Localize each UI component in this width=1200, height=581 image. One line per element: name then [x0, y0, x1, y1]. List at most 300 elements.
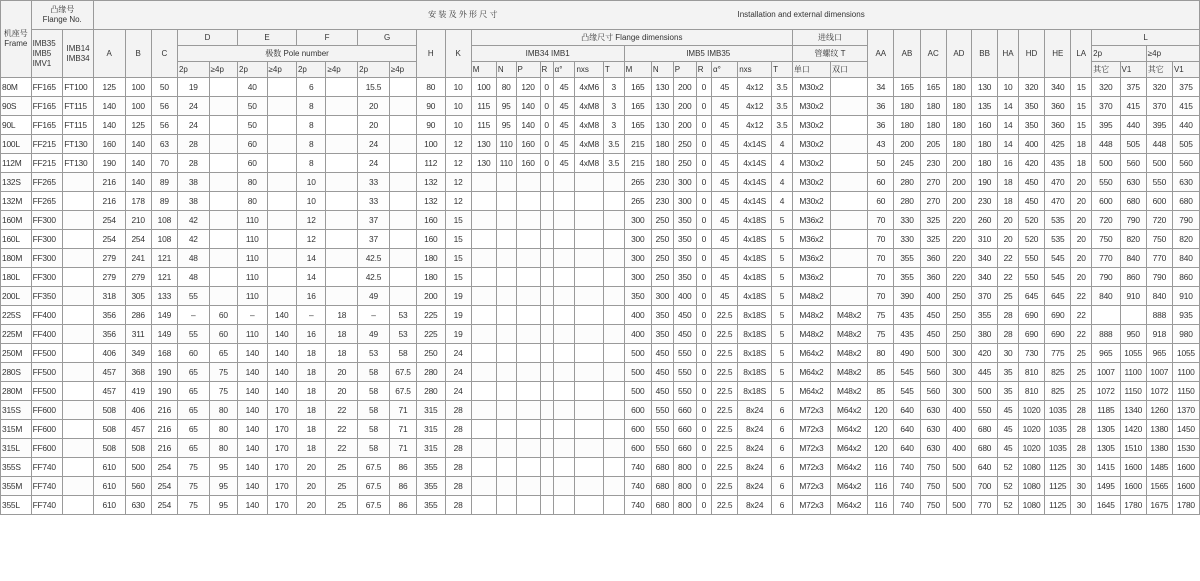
table-cell: FT100 [63, 78, 94, 97]
frame-cell: 200L [1, 287, 32, 306]
table-cell: 160 [417, 211, 445, 230]
table-cell: 165 [624, 116, 651, 135]
table-cell: 4x18S [738, 230, 772, 249]
table-cell: 1530 [1172, 439, 1199, 458]
table-cell: 395 [1092, 116, 1120, 135]
table-cell [553, 249, 575, 268]
table-cell: 190 [971, 173, 997, 192]
table-cell: 33 [358, 173, 390, 192]
table-cell: 500 [624, 344, 651, 363]
table-cell [516, 192, 540, 211]
table-cell: 640 [894, 420, 920, 439]
table-cell: 40 [238, 78, 267, 97]
table-cell [575, 249, 603, 268]
table-cell: 58 [358, 382, 390, 401]
table-cell: 28 [445, 439, 471, 458]
table-cell: 16 [296, 325, 325, 344]
table-cell: M30x2 [792, 154, 830, 173]
table-cell: 24 [445, 363, 471, 382]
table-cell [516, 458, 540, 477]
table-cell [603, 211, 624, 230]
table-cell: 10 [296, 173, 325, 192]
table-cell: 140 [267, 306, 296, 325]
table-cell: 230 [971, 192, 997, 211]
table-cell [63, 439, 94, 458]
table-cell [516, 230, 540, 249]
table-cell: 4x14S [738, 192, 772, 211]
table-cell [389, 249, 416, 268]
table-cell: 1600 [1120, 477, 1146, 496]
table-cell: 22.5 [711, 306, 737, 325]
table-cell [267, 154, 296, 173]
table-cell: 508 [125, 439, 151, 458]
table-cell [603, 325, 624, 344]
table-row [1, 401, 1200, 420]
table-cell [267, 249, 296, 268]
table-cell: 80 [496, 78, 516, 97]
table-cell: 20 [296, 496, 325, 515]
table-cell: 730 [1018, 344, 1044, 363]
table-cell [471, 230, 496, 249]
f-4p: ≥4p [326, 62, 358, 78]
table-cell: 216 [151, 439, 177, 458]
table-cell: 45 [711, 154, 737, 173]
table-cell: 22.5 [711, 344, 737, 363]
col-BB: BB [971, 30, 997, 78]
table-cell [471, 268, 496, 287]
table-cell: 216 [93, 192, 125, 211]
table-cell [516, 249, 540, 268]
table-cell: 1072 [1092, 382, 1120, 401]
table-cell [471, 496, 496, 515]
table-cell [471, 249, 496, 268]
table-cell [267, 287, 296, 306]
table-cell: 640 [894, 401, 920, 420]
table-cell: FF500 [31, 344, 63, 363]
table-cell: 58 [358, 401, 390, 420]
table-cell: 90 [417, 97, 445, 116]
table-cell: 12 [445, 154, 471, 173]
cable-inlet-header: 进线口 [792, 30, 867, 46]
col-P1: P [516, 62, 540, 78]
table-cell: 140 [238, 363, 267, 382]
table-cell: 56 [151, 97, 177, 116]
table-cell [496, 363, 516, 382]
table-cell [496, 211, 516, 230]
table-cell: 75 [868, 306, 894, 325]
table-cell: 18 [326, 306, 358, 325]
table-cell: 740 [624, 496, 651, 515]
table-cell: 355 [417, 496, 445, 515]
table-cell [389, 268, 416, 287]
table-cell: 28 [445, 477, 471, 496]
table-cell: 1080 [1018, 496, 1044, 515]
table-cell: 71 [389, 439, 416, 458]
table-cell: 140 [125, 154, 151, 173]
flange-dims-header: 凸缘尺寸 Flange dimensions [471, 30, 792, 46]
table-cell [496, 496, 516, 515]
table-cell: 457 [125, 420, 151, 439]
table-cell: 505 [1120, 135, 1146, 154]
table-cell: 4x12 [738, 78, 772, 97]
table-cell: 160 [417, 230, 445, 249]
table-cell: FF265 [31, 192, 63, 211]
table-cell: M48x2 [792, 325, 830, 344]
table-cell: 216 [93, 173, 125, 192]
table-cell: 75 [177, 458, 209, 477]
table-cell: 640 [894, 439, 920, 458]
table-cell: 116 [868, 458, 894, 477]
table-cell: 340 [971, 268, 997, 287]
table-cell: 320 [1018, 78, 1044, 97]
table-cell: 15 [445, 230, 471, 249]
table-cell: M72x3 [792, 477, 830, 496]
col-HA: HA [998, 30, 1019, 78]
table-cell: 0 [696, 344, 711, 363]
table-cell [63, 420, 94, 439]
frame-cell: 160L [1, 230, 32, 249]
table-cell: 457 [93, 382, 125, 401]
table-cell: 0 [696, 382, 711, 401]
table-cell: 535 [1045, 211, 1071, 230]
table-cell: 270 [920, 173, 946, 192]
table-cell [603, 306, 624, 325]
col-HE: HE [1045, 30, 1071, 78]
table-cell: 70 [868, 249, 894, 268]
table-cell [575, 477, 603, 496]
table-cell: 450 [920, 306, 946, 325]
table-cell: 178 [125, 192, 151, 211]
table-cell: 110 [238, 211, 267, 230]
table-cell [496, 230, 516, 249]
table-cell: 1415 [1092, 458, 1120, 477]
table-cell: 130 [471, 135, 496, 154]
table-cell [389, 135, 416, 154]
table-cell: M64x2 [831, 496, 868, 515]
table-cell: 42 [177, 230, 209, 249]
table-cell: 45 [711, 78, 737, 97]
table-cell: 230 [920, 154, 946, 173]
table-cell [516, 439, 540, 458]
table-cell: 450 [1018, 173, 1044, 192]
table-row [1, 173, 1200, 192]
table-cell: 406 [93, 344, 125, 363]
table-cell: 740 [894, 458, 920, 477]
table-cell: 132 [417, 192, 445, 211]
table-cell: FF400 [31, 325, 63, 344]
table-cell: 28 [445, 401, 471, 420]
table-cell: 245 [894, 154, 920, 173]
table-cell [1120, 306, 1146, 325]
table-cell: 440 [1172, 116, 1199, 135]
table-cell: 0 [696, 325, 711, 344]
table-cell: 34 [868, 78, 894, 97]
table-cell: 500 [1092, 154, 1120, 173]
table-cell: 225 [417, 306, 445, 325]
table-cell: 350 [673, 268, 696, 287]
table-cell: 330 [894, 211, 920, 230]
table-cell: 170 [267, 477, 296, 496]
table-cell: 400 [624, 325, 651, 344]
table-cell: 133 [151, 287, 177, 306]
table-cell: 1072 [1146, 382, 1172, 401]
table-cell: 18 [296, 401, 325, 420]
table-cell [63, 458, 94, 477]
table-cell [553, 344, 575, 363]
table-cell: 8x24 [738, 401, 772, 420]
table-cell: 0 [696, 420, 711, 439]
table-cell: 180 [971, 135, 997, 154]
table-cell [326, 116, 358, 135]
frame-cell: 250M [1, 344, 32, 363]
table-cell: 28 [177, 154, 209, 173]
table-cell: 110 [238, 249, 267, 268]
table-cell: 740 [894, 496, 920, 515]
table-cell: 110 [496, 154, 516, 173]
l-2p-header: 2p [1092, 46, 1147, 62]
table-cell: 340 [1045, 78, 1071, 97]
table-cell: 108 [151, 211, 177, 230]
table-cell: 125 [93, 78, 125, 97]
table-cell: 280 [417, 363, 445, 382]
table-cell: 1007 [1092, 363, 1120, 382]
table-cell: 640 [971, 458, 997, 477]
table-cell: 4x18S [738, 249, 772, 268]
table-cell: 0 [696, 249, 711, 268]
frame-en: Frame [4, 39, 28, 48]
table-cell: 4xM8 [575, 154, 603, 173]
table-cell: 1020 [1018, 401, 1044, 420]
table-cell [603, 230, 624, 249]
table-cell: 18 [296, 420, 325, 439]
col-nxs2: nxs [738, 62, 772, 78]
table-cell: 254 [151, 458, 177, 477]
table-cell: 0 [696, 401, 711, 420]
table-cell [326, 287, 358, 306]
table-cell: 550 [651, 401, 673, 420]
table-cell: 690 [1045, 325, 1071, 344]
table-cell: 180 [894, 116, 920, 135]
table-cell: 149 [151, 325, 177, 344]
table-cell: 65 [209, 344, 237, 363]
table-row [1, 97, 1200, 116]
table-cell: 165 [624, 78, 651, 97]
table-cell: 36 [868, 97, 894, 116]
table-cell: 22.5 [711, 439, 737, 458]
col-K: K [445, 30, 471, 78]
table-cell: 100 [417, 135, 445, 154]
table-cell: 356 [93, 325, 125, 344]
table-cell: M36x2 [792, 249, 830, 268]
table-cell: M64x2 [792, 382, 830, 401]
table-cell: 205 [920, 135, 946, 154]
imb34-label: IMB34 [66, 53, 90, 63]
table-cell: 25 [998, 287, 1019, 306]
table-row [1, 382, 1200, 401]
table-cell: 45 [998, 420, 1019, 439]
table-cell: 25 [326, 477, 358, 496]
table-cell: 325 [920, 211, 946, 230]
table-cell: 450 [1018, 192, 1044, 211]
table-cell: 315 [417, 439, 445, 458]
table-cell: 24 [358, 154, 390, 173]
table-cell: 100 [471, 78, 496, 97]
table-cell: 20 [326, 382, 358, 401]
table-cell: 550 [971, 401, 997, 420]
table-cell [326, 78, 358, 97]
table-cell: 70 [868, 211, 894, 230]
table-cell [575, 344, 603, 363]
table-cell: 8x18S [738, 382, 772, 401]
table-cell: 600 [1146, 192, 1172, 211]
table-cell: 448 [1146, 135, 1172, 154]
table-cell: 28 [998, 325, 1019, 344]
table-cell: 360 [1045, 97, 1071, 116]
table-cell: 125 [125, 116, 151, 135]
table-cell [496, 458, 516, 477]
table-cell: 22.5 [711, 382, 737, 401]
table-cell [553, 420, 575, 439]
table-cell: 448 [1092, 135, 1120, 154]
table-cell [516, 306, 540, 325]
table-cell [63, 173, 94, 192]
table-cell [575, 306, 603, 325]
table-cell: 55 [177, 325, 209, 344]
table-cell: 38 [177, 192, 209, 211]
table-cell: 0 [696, 97, 711, 116]
table-cell: 770 [971, 496, 997, 515]
table-cell: M64x2 [831, 420, 868, 439]
table-cell: 140 [238, 458, 267, 477]
table-cell [471, 458, 496, 477]
table-cell [63, 287, 94, 306]
table-cell: 45 [553, 97, 575, 116]
table-cell: 75 [209, 382, 237, 401]
table-cell: 0 [696, 496, 711, 515]
table-cell [267, 268, 296, 287]
table-cell [63, 211, 94, 230]
table-cell: 25 [326, 458, 358, 477]
table-cell: 800 [673, 496, 696, 515]
table-cell: 12 [296, 230, 325, 249]
table-cell: 0 [540, 154, 553, 173]
table-cell: M30x2 [792, 173, 830, 192]
table-cell: 311 [125, 325, 151, 344]
table-cell: 56 [151, 116, 177, 135]
table-cell [575, 496, 603, 515]
col-E: E [238, 30, 297, 46]
table-cell: 5 [772, 382, 793, 401]
imb5-imb35-header: IMB5 IMB35 [624, 46, 792, 62]
table-cell: 25 [1071, 344, 1092, 363]
table-cell: 20 [1071, 192, 1092, 211]
table-cell: 35 [998, 363, 1019, 382]
frame-cell: 100L [1, 135, 32, 154]
table-cell: 45 [711, 287, 737, 306]
table-cell: M64x2 [831, 439, 868, 458]
table-cell: 70 [151, 154, 177, 173]
table-cell: 450 [673, 306, 696, 325]
table-cell: 15 [1071, 97, 1092, 116]
table-cell [496, 192, 516, 211]
table-cell: FF215 [31, 154, 63, 173]
table-cell: 0 [696, 192, 711, 211]
table-cell [389, 116, 416, 135]
table-cell [326, 97, 358, 116]
table-cell: 28 [1071, 401, 1092, 420]
table-cell: 55 [177, 287, 209, 306]
table-cell: 45 [711, 116, 737, 135]
table-cell [603, 344, 624, 363]
table-cell: 610 [93, 477, 125, 496]
table-cell: 610 [93, 458, 125, 477]
table-cell: 3 [603, 97, 624, 116]
table-cell: 60 [868, 192, 894, 211]
table-cell [471, 382, 496, 401]
table-cell [63, 268, 94, 287]
table-cell: 4xM8 [575, 135, 603, 154]
table-cell [575, 439, 603, 458]
table-cell: 110 [238, 268, 267, 287]
table-cell: M72x3 [792, 439, 830, 458]
table-cell [540, 496, 553, 515]
col-single: 单口 [792, 62, 830, 78]
table-cell: 1380 [1146, 439, 1172, 458]
table-cell: 180 [651, 135, 673, 154]
table-cell: M48x2 [831, 344, 868, 363]
table-cell: 560 [1120, 154, 1146, 173]
table-cell [471, 344, 496, 363]
table-cell: 22.5 [711, 477, 737, 496]
table-cell: 20 [1071, 230, 1092, 249]
table-cell: 110 [238, 230, 267, 249]
table-cell: 165 [894, 78, 920, 97]
table-cell: 0 [696, 363, 711, 382]
table-cell: 53 [389, 325, 416, 344]
table-cell [540, 458, 553, 477]
table-cell: M64x2 [792, 363, 830, 382]
table-cell: 1600 [1172, 458, 1199, 477]
frame-cell: 132M [1, 192, 32, 211]
table-cell: 160 [516, 154, 540, 173]
table-row [1, 192, 1200, 211]
table-cell: FT130 [63, 135, 94, 154]
table-cell: 65 [177, 439, 209, 458]
table-cell: 130 [651, 78, 673, 97]
table-cell: 65 [177, 420, 209, 439]
table-row [1, 344, 1200, 363]
table-cell: 95 [496, 97, 516, 116]
table-cell: 450 [651, 344, 673, 363]
table-cell: 140 [238, 382, 267, 401]
table-cell: 435 [894, 325, 920, 344]
l-2p-other: 其它 [1092, 62, 1120, 78]
table-cell: 95 [209, 477, 237, 496]
table-cell: 180 [417, 249, 445, 268]
table-cell: 250 [417, 344, 445, 363]
table-cell [267, 192, 296, 211]
table-cell: 280 [894, 173, 920, 192]
table-cell: 750 [1146, 230, 1172, 249]
table-cell: 415 [1120, 97, 1146, 116]
table-cell: 5 [772, 363, 793, 382]
flange-type-a-header [31, 30, 63, 78]
table-cell: 4x14S [738, 135, 772, 154]
table-cell: – [177, 306, 209, 325]
table-cell: 888 [1092, 325, 1120, 344]
table-cell: 33 [358, 192, 390, 211]
table-cell: M64x2 [792, 344, 830, 363]
